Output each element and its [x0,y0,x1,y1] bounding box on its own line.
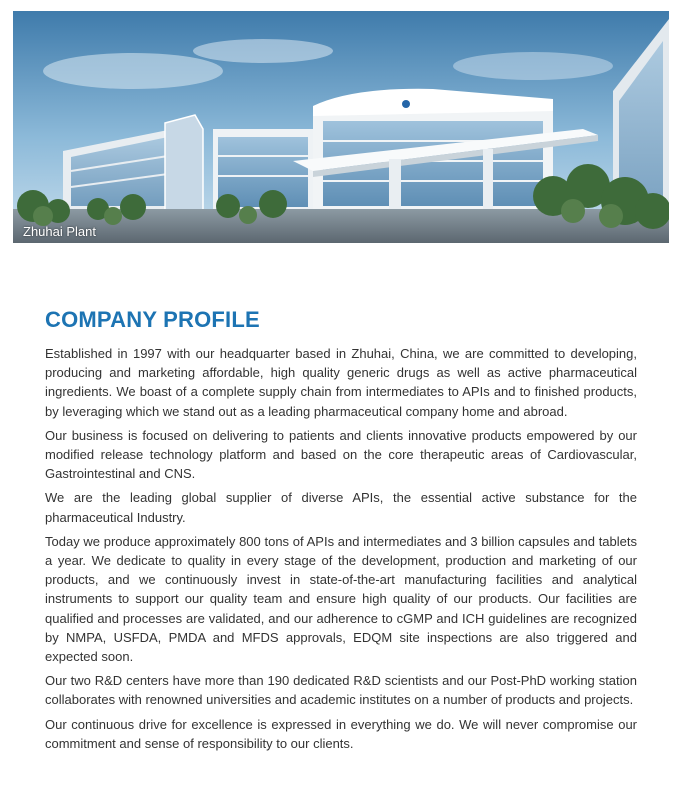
company-profile-section [45,306,637,758]
hero-image [13,11,669,243]
profile-paragraph: Our two R&D centers have more than 190 dedicated R&D scientists and our Post-PhD working station collaborates with renowned universities and academic institutes on a number of products and projects. [45,673,637,708]
section-title: COMPANY PROFILE [45,307,260,332]
hero-caption: Zhuhai Plant [23,224,96,239]
profile-paragraph: Today we produce approximately 800 tons of APIs and intermediates and 3 billion capsules and tablets a year. We dedicate to quality in every stage of the development, production and marketing of our products, and we continuously invest in state-of-the-art manufacturing facilities and analytical instruments to support our quality team and ensure high quality of our products. Our facilities are qualified and processes are validated, and our adherence to cGMP and ICH guidelines are recognized by NMPA, USFDA, PMDA and MFDS approvals, EDQM site inspections are also triggered and expected soon. [45,533,637,665]
factory-building-photo [13,11,669,243]
profile-paragraph: Our business is focused on delivering to patients and clients innovative products empowered by our modified release technology platform and based on the core therapeutic areas of Cardiovascular, Gastrointestinal and CNS. [45,427,637,482]
profile-paragraph: We are the leading global supplier of diverse APIs, the essential active substance for the pharmaceutical Industry. [45,490,637,525]
profile-paragraph: Established in 1997 with our headquarter based in Zhuhai, China, we are committed to developing, producing and marketing affordable, high quality generic drugs as well as active pharmaceutical ingredients. We boast of a complete supply chain from intermediates to APIs and to finished products, by leveraging which we stand out as a leading pharmaceutical company home and abroad. [45,346,637,419]
profile-paragraph: Our continuous drive for excellence is expressed in everything we do. We will never compromise our commitment and sense of responsibility to our clients. [45,716,637,751]
